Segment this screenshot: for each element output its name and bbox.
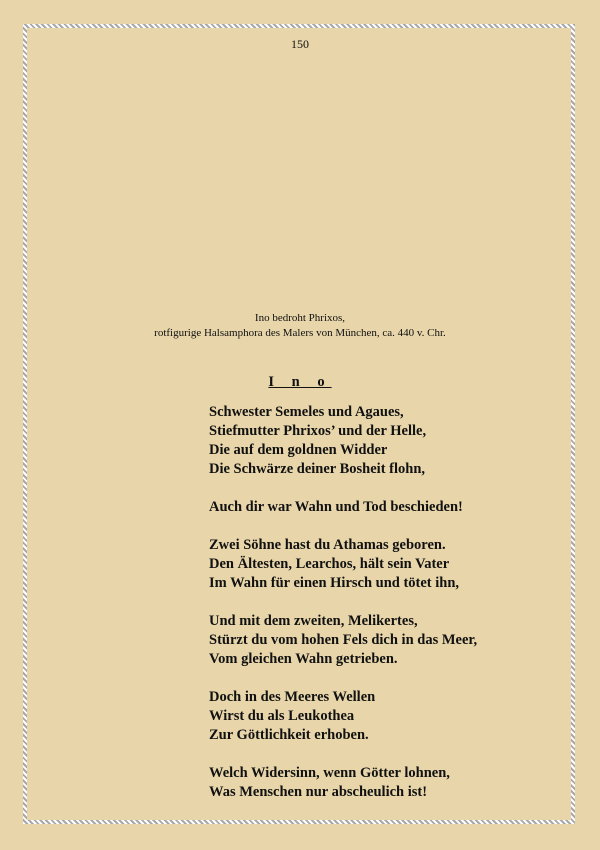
poem-line: Die Schwärze deiner Bosheit flohn,: [209, 461, 426, 477]
poem-line: Wirst du als Leukothea: [209, 708, 355, 724]
page-number: 150: [291, 37, 309, 51]
caption-line-2: rotfigurige Halsamphora des Malers von München, ca. 440 v. Chr.: [154, 326, 446, 339]
poem-line: Auch dir war Wahn und Tod beschieden!: [209, 499, 463, 515]
stanza-4: [209, 612, 477, 669]
poem-line: Zur Göttlichkeit erhoben.: [209, 727, 369, 743]
poem-line: Was Menschen nur abscheulich ist!: [209, 784, 428, 800]
poem-body: [209, 403, 477, 821]
figure-caption: [0, 311, 600, 340]
poem-line: Stiefmutter Phrixos’ und der Helle,: [209, 423, 427, 439]
poem-line: Stürzt du vom hohen Fels dich in das Meer,: [209, 632, 478, 648]
stanza-5: [209, 688, 477, 745]
poem-title: I n o: [268, 374, 332, 390]
poem-line: Welch Widersinn, wenn Götter lohnen,: [209, 765, 450, 781]
stanza-6: [209, 764, 477, 802]
poem-line: Die auf dem goldnen Widder: [209, 442, 388, 458]
poem-line: Vom gleichen Wahn getrieben.: [209, 651, 398, 667]
poem-line: Den Ältesten, Learchos, hält sein Vater: [209, 556, 450, 572]
caption-line-1: Ino bedroht Phrixos,: [254, 312, 346, 324]
stanza-2: [209, 498, 477, 517]
poem-line: Im Wahn für einen Hirsch und tötet ihn,: [209, 575, 460, 591]
stanza-1: [209, 403, 477, 479]
stanza-3: [209, 536, 477, 593]
poem-line: Schwester Semeles und Agaues,: [209, 404, 404, 420]
poem-line: Und mit dem zweiten, Melikertes,: [209, 613, 418, 629]
figure-image-area: [150, 60, 450, 305]
poem-line: Zwei Söhne hast du Athamas geboren.: [209, 537, 446, 553]
poem-line: Doch in des Meeres Wellen: [209, 689, 376, 705]
